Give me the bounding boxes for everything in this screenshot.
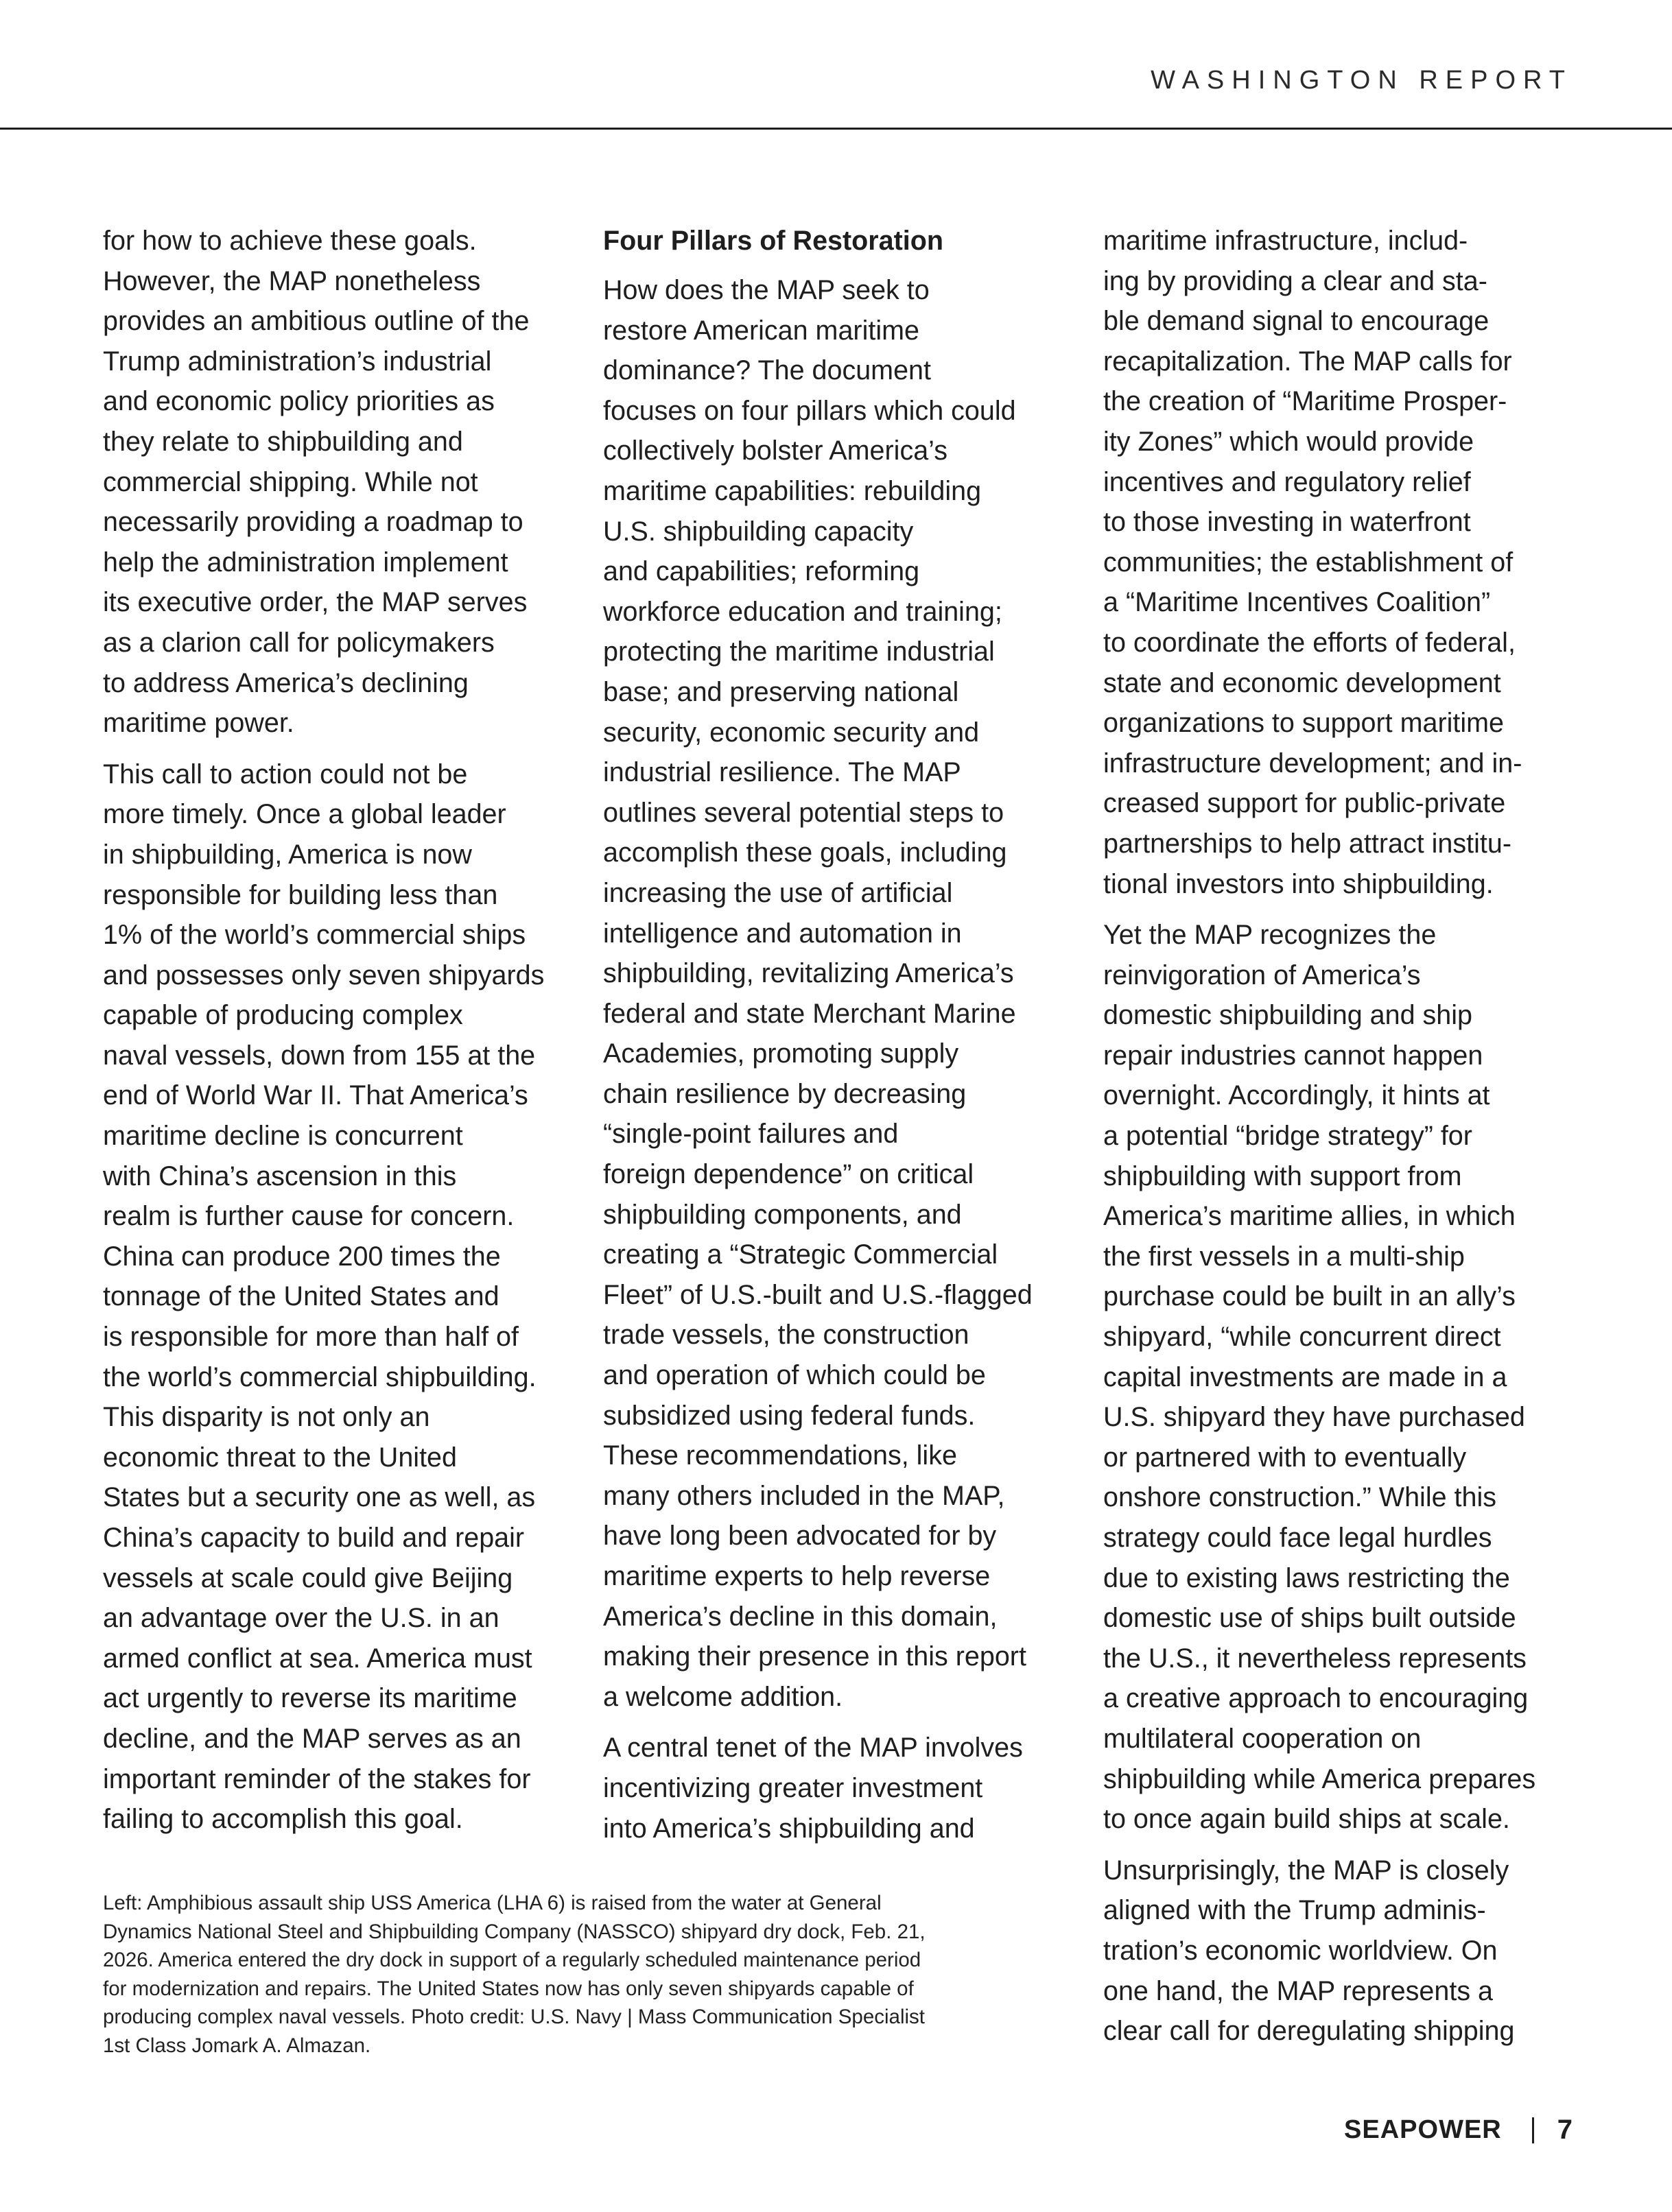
publication-name: SEAPOWER	[1344, 2115, 1502, 2144]
header-rule	[0, 128, 1672, 130]
text-line: onshore construction.” While this	[1103, 1482, 1497, 1513]
photo-caption	[103, 1889, 1077, 2060]
text-line: a potential “bridge strategy” for	[1103, 1121, 1472, 1152]
text-line: repair industries cannot happen	[1103, 1040, 1483, 1071]
text-line: maritime infrastructure, includ-	[1103, 226, 1468, 256]
text-line: tonnage of the United States and	[103, 1281, 499, 1312]
text-line: ble demand signal to encourage	[1103, 306, 1490, 337]
text-line: due to existing laws restricting the	[1103, 1562, 1510, 1593]
text-line: with China’s ascension in this	[103, 1161, 457, 1191]
text-line: multilateral cooperation on	[1103, 1723, 1422, 1754]
caption-line: 2026. America entered the dry dock in support of a regularly scheduled maintenance period	[103, 1949, 921, 1971]
text-line: the creation of “Maritime Prosper-	[1103, 386, 1507, 417]
text-line: communities; the establishment of	[1103, 547, 1514, 578]
text-line: necessarily providing a roadmap to	[103, 507, 523, 538]
caption-line: 1st Class Jomark A. Almazan.	[103, 2034, 371, 2057]
text-line: dominance? The document	[603, 355, 931, 386]
text-line: they relate to shipbuilding and	[103, 426, 463, 457]
text-line: and possesses only seven shipyards	[103, 960, 545, 990]
paragraph	[1103, 221, 1583, 904]
text-line: ity Zones” which would provide	[1103, 426, 1474, 457]
text-line: capable of producing complex	[103, 1000, 463, 1031]
text-line: U.S. shipyard they have purchased	[1103, 1402, 1525, 1433]
text-line: Yet the MAP recognizes the	[1103, 920, 1437, 951]
text-line: Fleet” of U.S.-built and U.S.-flagged	[603, 1279, 1033, 1310]
text-line: failing to accomplish this goal.	[103, 1804, 463, 1835]
caption-line: for modernization and repairs. The United States now has only seven shipyards capable of	[103, 1977, 914, 2000]
text-line: maritime decline is concurrent	[103, 1121, 463, 1152]
text-line: and economic policy priorities as	[103, 386, 495, 417]
text-line: maritime power.	[103, 708, 294, 739]
text-line: and operation of which could be	[603, 1360, 986, 1391]
text-line: overnight. Accordingly, it hints at	[1103, 1080, 1490, 1111]
text-line: one hand, the MAP represents a	[1103, 1975, 1494, 2006]
text-line: maritime capabilities: rebuilding	[603, 475, 982, 506]
text-line: creased support for public-private	[1103, 788, 1506, 819]
text-line: clear call for deregulating shipping	[1103, 2016, 1515, 2047]
text-line: its executive order, the MAP serves	[103, 587, 528, 618]
text-line: realm is further cause for concern.	[103, 1201, 515, 1232]
text-line: tional investors into shipbuilding.	[1103, 868, 1494, 899]
text-line: These recommendations, like	[603, 1440, 957, 1471]
text-line: America’s maritime allies, in which	[1103, 1201, 1516, 1232]
text-line: security, economic security and	[603, 717, 980, 748]
text-line: domestic use of ships built outside	[1103, 1603, 1516, 1634]
text-line: Academies, promoting supply	[603, 1038, 959, 1069]
text-line: more timely. Once a global leader	[103, 799, 506, 830]
text-line: strategy could face legal hurdles	[1103, 1523, 1492, 1553]
text-line: incentives and regulatory relief	[1103, 466, 1471, 497]
text-line: economic threat to the United	[103, 1442, 457, 1473]
text-line: the first vessels in a multi-ship	[1103, 1241, 1465, 1272]
text-line: This call to action could not be	[103, 759, 468, 789]
text-line: into America’s shipbuilding and	[603, 1813, 975, 1844]
text-line: have long been advocated for by	[603, 1521, 997, 1551]
text-line: to address America’s declining	[103, 667, 469, 698]
text-line: tration’s economic worldview. On	[1103, 1935, 1498, 1966]
text-line: 1% of the world’s commercial ships	[103, 920, 526, 951]
text-line: incentivizing greater investment	[603, 1772, 983, 1803]
paragraph	[603, 1728, 1083, 1848]
text-line: for how to achieve these goals.	[103, 226, 477, 256]
text-line: reinvigoration of America’s	[1103, 960, 1421, 990]
text-line: vessels at scale could give Beijing	[103, 1562, 513, 1593]
text-line: act urgently to reverse its maritime	[103, 1683, 517, 1714]
text-line: America’s decline in this domain,	[603, 1601, 998, 1632]
text-line: protecting the maritime industrial	[603, 637, 995, 667]
text-line: maritime experts to help reverse	[603, 1561, 991, 1591]
text-line: and capabilities; reforming	[603, 556, 920, 587]
text-line: decline, and the MAP serves as an	[103, 1723, 521, 1754]
text-line: intelligence and automation in	[603, 918, 962, 949]
text-line: ing by providing a clear and sta-	[1103, 265, 1487, 296]
text-line: “single-point failures and	[603, 1119, 899, 1150]
text-line: end of World War II. That America’s	[103, 1080, 528, 1111]
paragraph	[103, 754, 583, 1840]
column-3	[1103, 221, 1583, 2062]
text-line: increasing the use of artificial	[603, 877, 953, 908]
text-line: help the administration implement	[103, 547, 508, 578]
running-head: WASHINGTON REPORT	[1151, 66, 1573, 95]
text-line: capital investments are made in a	[1103, 1361, 1507, 1392]
column-2	[603, 221, 1083, 1859]
text-line: focuses on four pillars which could	[603, 395, 1016, 426]
text-line: shipbuilding while America prepares	[1103, 1763, 1536, 1794]
text-line: How does the MAP seek to	[603, 275, 930, 305]
text-line: accomplish these goals, including	[603, 837, 1007, 868]
paragraph	[1103, 1851, 1583, 2052]
text-line: shipbuilding components, and	[603, 1199, 962, 1230]
text-line: is responsible for more than half of	[103, 1322, 519, 1353]
page-folio	[1344, 2115, 1573, 2145]
text-line: a welcome addition.	[603, 1681, 843, 1712]
caption-line: producing complex naval vessels. Photo credit: U.S. Navy | Mass Communication Specialist	[103, 2006, 926, 2028]
text-line: the world’s commercial shipbuilding.	[103, 1361, 537, 1392]
text-line: base; and preserving national	[603, 676, 959, 707]
paragraph	[103, 221, 583, 744]
text-line: States but a security one as well, as	[103, 1482, 536, 1513]
text-line: to once again build ships at scale.	[1103, 1804, 1510, 1835]
text-line: purchase could be built in an ally’s	[1103, 1281, 1516, 1312]
text-line: armed conflict at sea. America must	[103, 1643, 532, 1674]
text-line: industrial resilience. The MAP	[603, 757, 961, 788]
text-line: partnerships to help attract institu-	[1103, 828, 1511, 859]
text-line: a creative approach to encouraging	[1103, 1683, 1529, 1714]
text-line: A central tenet of the MAP involves	[603, 1733, 1023, 1763]
text-line: state and economic development	[1103, 667, 1501, 698]
text-line: foreign dependence” on critical	[603, 1159, 974, 1190]
text-line: creating a “Strategic Commercial	[603, 1239, 998, 1270]
text-line: shipbuilding, revitalizing America’s	[603, 958, 1014, 989]
paragraph	[603, 270, 1083, 1717]
text-line: many others included in the MAP,	[603, 1480, 1005, 1511]
text-line: restore American maritime	[603, 315, 919, 346]
text-line: Unsurprisingly, the MAP is closely	[1103, 1855, 1509, 1886]
text-line: organizations to support maritime	[1103, 708, 1504, 739]
text-line: provides an ambitious outline of the	[103, 306, 530, 337]
text-line: collectively bolster America’s	[603, 436, 947, 466]
text-line: making their presence in this report	[603, 1641, 1026, 1672]
text-line: workforce education and training;	[603, 596, 1002, 627]
text-line: commercial shipping. While not	[103, 466, 478, 497]
text-line: federal and state Merchant Marine	[603, 998, 1016, 1029]
text-line: to those investing in waterfront	[1103, 507, 1471, 538]
text-line: shipyard, “while concurrent direct	[1103, 1322, 1501, 1353]
text-line: to coordinate the efforts of federal,	[1103, 627, 1516, 658]
text-line: the U.S., it nevertheless represents	[1103, 1643, 1527, 1674]
caption-line: Dynamics National Steel and Shipbuilding Company (NASSCO) shipyard dry dock, Feb. 21,	[103, 1920, 926, 1943]
text-line: an advantage over the U.S. in an	[103, 1603, 499, 1634]
text-line: in shipbuilding, America is now	[103, 839, 472, 870]
text-line: trade vessels, the construction	[603, 1320, 969, 1351]
text-line: responsible for building less than	[103, 879, 498, 910]
text-line: aligned with the Trump adminis-	[1103, 1895, 1486, 1926]
text-line: naval vessels, down from 155 at the	[103, 1040, 536, 1071]
column-1	[103, 221, 583, 1851]
paragraph	[1103, 915, 1583, 1840]
text-line: or partnered with to eventually	[1103, 1442, 1467, 1473]
page-number: 7	[1557, 2115, 1573, 2145]
text-line: However, the MAP nonetheless	[103, 265, 481, 296]
text-line: domestic shipbuilding and ship	[1103, 1000, 1472, 1031]
text-line: outlines several potential steps to	[603, 797, 1004, 828]
text-line: recapitalization. The MAP calls for	[1103, 346, 1512, 377]
caption-line: Left: Amphibious assault ship USS America (LHA 6) is raised from the water at General	[103, 1892, 882, 1914]
text-line: shipbuilding with support from	[1103, 1161, 1462, 1191]
section-subhead: Four Pillars of Restoration	[603, 226, 944, 256]
text-line: This disparity is not only an	[103, 1402, 430, 1433]
text-line: China’s capacity to build and repair	[103, 1523, 525, 1553]
folio-divider	[1532, 2117, 1534, 2143]
text-line: China can produce 200 times the	[103, 1241, 501, 1272]
text-line: chain resilience by decreasing	[603, 1078, 967, 1109]
text-line: a “Maritime Incentives Coalition”	[1103, 587, 1491, 618]
text-line: as a clarion call for policymakers	[103, 627, 495, 658]
text-line: U.S. shipbuilding capacity	[603, 516, 914, 547]
text-line: subsidized using federal funds.	[603, 1400, 976, 1431]
text-line: Trump administration’s industrial	[103, 346, 492, 377]
text-line: infrastructure development; and in-	[1103, 748, 1522, 778]
text-line: important reminder of the stakes for	[103, 1763, 531, 1794]
